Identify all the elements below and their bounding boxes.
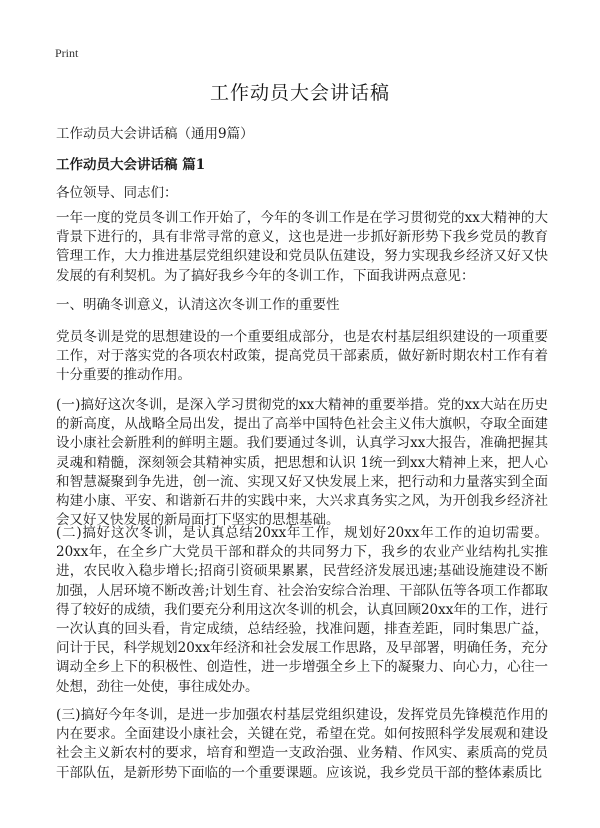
point-heading-1: 一、明确冬训意义，认清这次冬训工作的重要性 (56, 297, 340, 313)
document-subtitle: 工作动员大会讲话稿（通用9篇） (56, 126, 254, 142)
paragraph-intro: 一年一度的党员冬训工作开始了，今年的冬训工作是在学习贯彻党的xx大精神的大背景下进行的，具有非常寻常的意义，这也是进一步抓好新形势下我乡党员的教育管理工作，大力推进基层党组织建设和党员队伍建设，努力实现我乡经济又好又快发展的有利契机。为了搞好我乡今年的冬训工作，下面我讲两点意见： (56, 210, 548, 284)
greeting: 各位领导、同志们： (56, 185, 178, 201)
print-label[interactable]: Print (55, 46, 79, 60)
section-title: 工作动员大会讲话稿 篇1 (56, 157, 206, 173)
paragraph-importance: 党员冬训是党的思想建设的一个重要组成部分，也是农村基层组织建设的一项重要工作，对于落实党的各项农村政策，提高党员干部素质，做好新时期农村工作有着十分重要的推动作用。 (56, 329, 548, 384)
page-title: 工作动员大会讲话稿 (209, 82, 390, 104)
paragraph-item-3: (三)搞好今年冬训，是进一步加强农村基层党组织建设，发挥党员先锋模范作用的内在要求。全面建设小康社会，关键在党，希望在党。如何按照科学发展观和建设社会主义新农村的要求，培育和塑造一支政治强、业务精、作风实、素质高的党员干部队伍，是新形势下面临的一个重要课题。应该说，我乡党员干部的整体素质比 (56, 707, 548, 781)
paragraph-item-1: (一)搞好这次冬训，是深入学习贯彻党的xx大精神的重要举措。党的xx大站在历史的新高度，从战略全局出发，提出了高举中国特色社会主义伟大旗帜，夺取全面建设小康社会新胜利的鲜明主题。我们要通过冬训，认真学习xx大报告，准确把握其灵魂和精髓，深刻领会其精神实质，把思想和认识 1统一到xx大精神上来，把人心和智慧凝聚到争先进，创一流、实现又好又快发展上来，把行动和力量落实到全面构建小康、平安、和谐新石井的实践中来，大兴求真务实之风，为开创我乡经济社会又好又快发展的新局面打下坚实的思想基础。 (56, 397, 548, 529)
paragraph-item-2: (二)搞好这次冬训，是认真总结20xx年工作，规划好20xx年工作的迫切需要。20xx年，在全乡广大党员干部和群众的共同努力下，我乡的农业产业结构扎实推进，农民收入稳步增长;招商引资硕果累累，民营经济发展迅速;基础设施建设不断加强，人居环境不断改善;计划生育、社会治安综合治理、干部队伍等各项工作都取得了较好的成绩，我们要充分利用这次冬训的机会，认真回顾20xx年的工作，进行一次认真的回头看，肯定成绩，总结经验，找准问题，排查差距，同时集思广益，问计于民，科学规划20xx年经济和社会发展工作思路，及早部署，明确任务，充分调动全乡上下的积极性、创造性，进一步增强全乡上下的凝聚力、向心力，心往一处想，劲往一处使，事往成处办。 (56, 525, 548, 695)
